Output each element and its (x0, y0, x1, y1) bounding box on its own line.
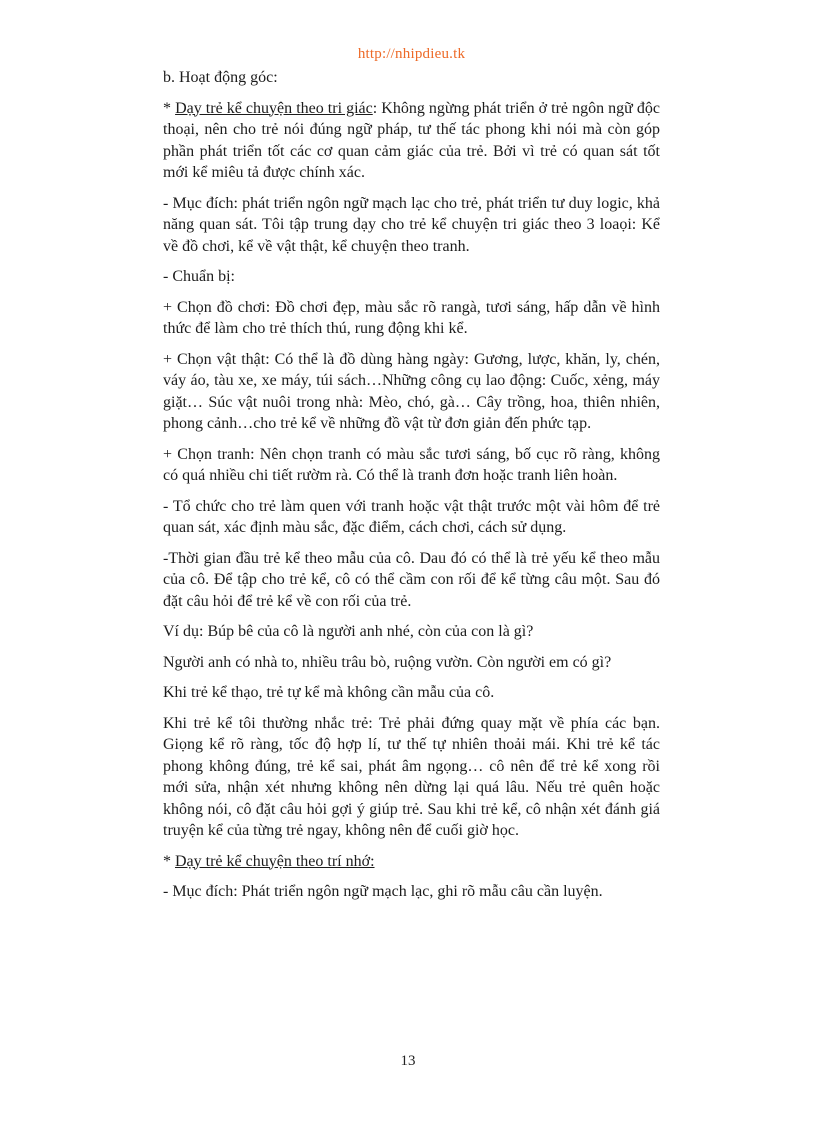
paragraph-muc-dich-tri-nho: - Mục đích: Phát triển ngôn ngữ mạch lạc, ghi rõ mẫu câu cần luyện. (163, 883, 603, 900)
paragraph-nguoi-anh: Người anh có nhà to, nhiều trâu bò, ruộng vườn. Còn người em có gì? (163, 653, 612, 671)
paragraph-tri-nho (163, 851, 660, 873)
document-body (163, 67, 660, 912)
paragraph-khi-tre-ke-toi-thuong: Khi trẻ kể tôi thường nhắc trẻ: Trẻ phải đứng quay mặt về phía các bạn. Giọng kể rõ ràng, tốc độ hợp lí, tư thế tự nhiên thoải mái. Khi trẻ kể tác phong không đúng, trẻ kể sai, phát âm ngọng… cô nên để trẻ kể xong rồi mới sửa, nhận xét nhưng không nên dừng lại quá lâu. Nếu trẻ quên hoặc không nói, cô đặt câu hỏi gợi ý giúp trẻ. Sau khi trẻ kể, cô nhận xét đánh giá truyện kể của từng trẻ ngay, không nên để cuối giờ học. (163, 714, 660, 839)
paragraph-vi-du: Ví dụ: Búp bê của cô là người anh nhé, còn của con là gì? (163, 623, 534, 640)
paragraph-thoi-gian: -Thời gian đầu trẻ kể theo mẫu của cô. Dau đó có thể là trẻ yếu kể theo mẫu của cô. Để tập cho trẻ kể, cô có thể cầm con rối để kể từng câu một. Sau đó đặt câu hỏi để trẻ kể về con rối của trẻ. (163, 549, 660, 610)
heading-prefix: * (163, 99, 176, 117)
paragraph-chon-vat-that: + Chọn vật thật: Có thể là đồ dùng hàng ngày: Gương, lược, khăn, ly, chén, váy áo, tàu xe, xe máy, túi sách…Những công cụ lao động: Cuốc, xẻng, máy giặt… Súc vật nuôi trong nhà: Mèo, chó, gà… Cây trồng, hoa, thiên nhiên, phong cảnh…cho trẻ kể về những đồ vật từ đơn giản đến phức tạp. (163, 350, 660, 432)
header-url-link[interactable]: http://nhipdieu.tk (357, 46, 466, 62)
paragraph-tri-giac (163, 98, 660, 184)
paragraph-section-heading: b. Hoạt động góc: (163, 69, 278, 86)
paragraph-chon-tranh: + Chọn tranh: Nên chọn tranh có màu sắc tươi sáng, bố cục rõ ràng, không có quá nhiều chi tiết rườm rà. Có thể là tranh đơn hoặc tranh liên hoàn. (163, 445, 660, 484)
paragraph-khi-tre-ke-thao: Khi trẻ kể thạo, trẻ tự kể mà không cần mẫu của cô. (163, 684, 495, 701)
heading-prefix: * (163, 852, 175, 870)
paragraph-to-chuc: - Tổ chức cho trẻ làm quen với tranh hoặc vật thật trước một vài hôm để trẻ quan sát, xác định màu sắc, đặc điểm, cách chơi, cách sử dụng. (163, 497, 660, 536)
page-number: 13 (400, 1053, 416, 1069)
paragraph-chon-do-choi: + Chọn đồ chơi: Đồ chơi đẹp, màu sắc rõ rangà, tươi sáng, hấp dẫn về hình thức để làm cho trẻ thích thú, rung động khi kể. (163, 298, 660, 337)
paragraph-muc-dich: - Mục đích: phát triển ngôn ngữ mạch lạc cho trẻ, phát triển tư duy logic, khả năng quan sát. Tôi tập trung dạy cho trẻ kể chuyện tri giác theo 3 loaọi: Kể về đồ chơi, kể về vật thật, kể chuyện theo tranh. (163, 194, 660, 255)
paragraph-chuan-bi: - Chuẩn bị: (163, 268, 235, 285)
paragraph-text: : Không ngừng phát triển ở trẻ ngôn ngữ độc thoại, nên cho trẻ nói đúng ngữ pháp, tư thế tác phong khi nói mà còn góp phần phát triển tốt các cơ quan cảm giác của trẻ. Bởi vì trẻ có quan sát tốt mới kể miêu tả được chính xác. (163, 99, 661, 181)
heading-underlined-tri-giac: Dạy trẻ kể chuyện theo tri giác (175, 99, 373, 117)
heading-underlined-tri-nho: Dạy trẻ kể chuyện theo trí nhớ: (175, 852, 375, 870)
